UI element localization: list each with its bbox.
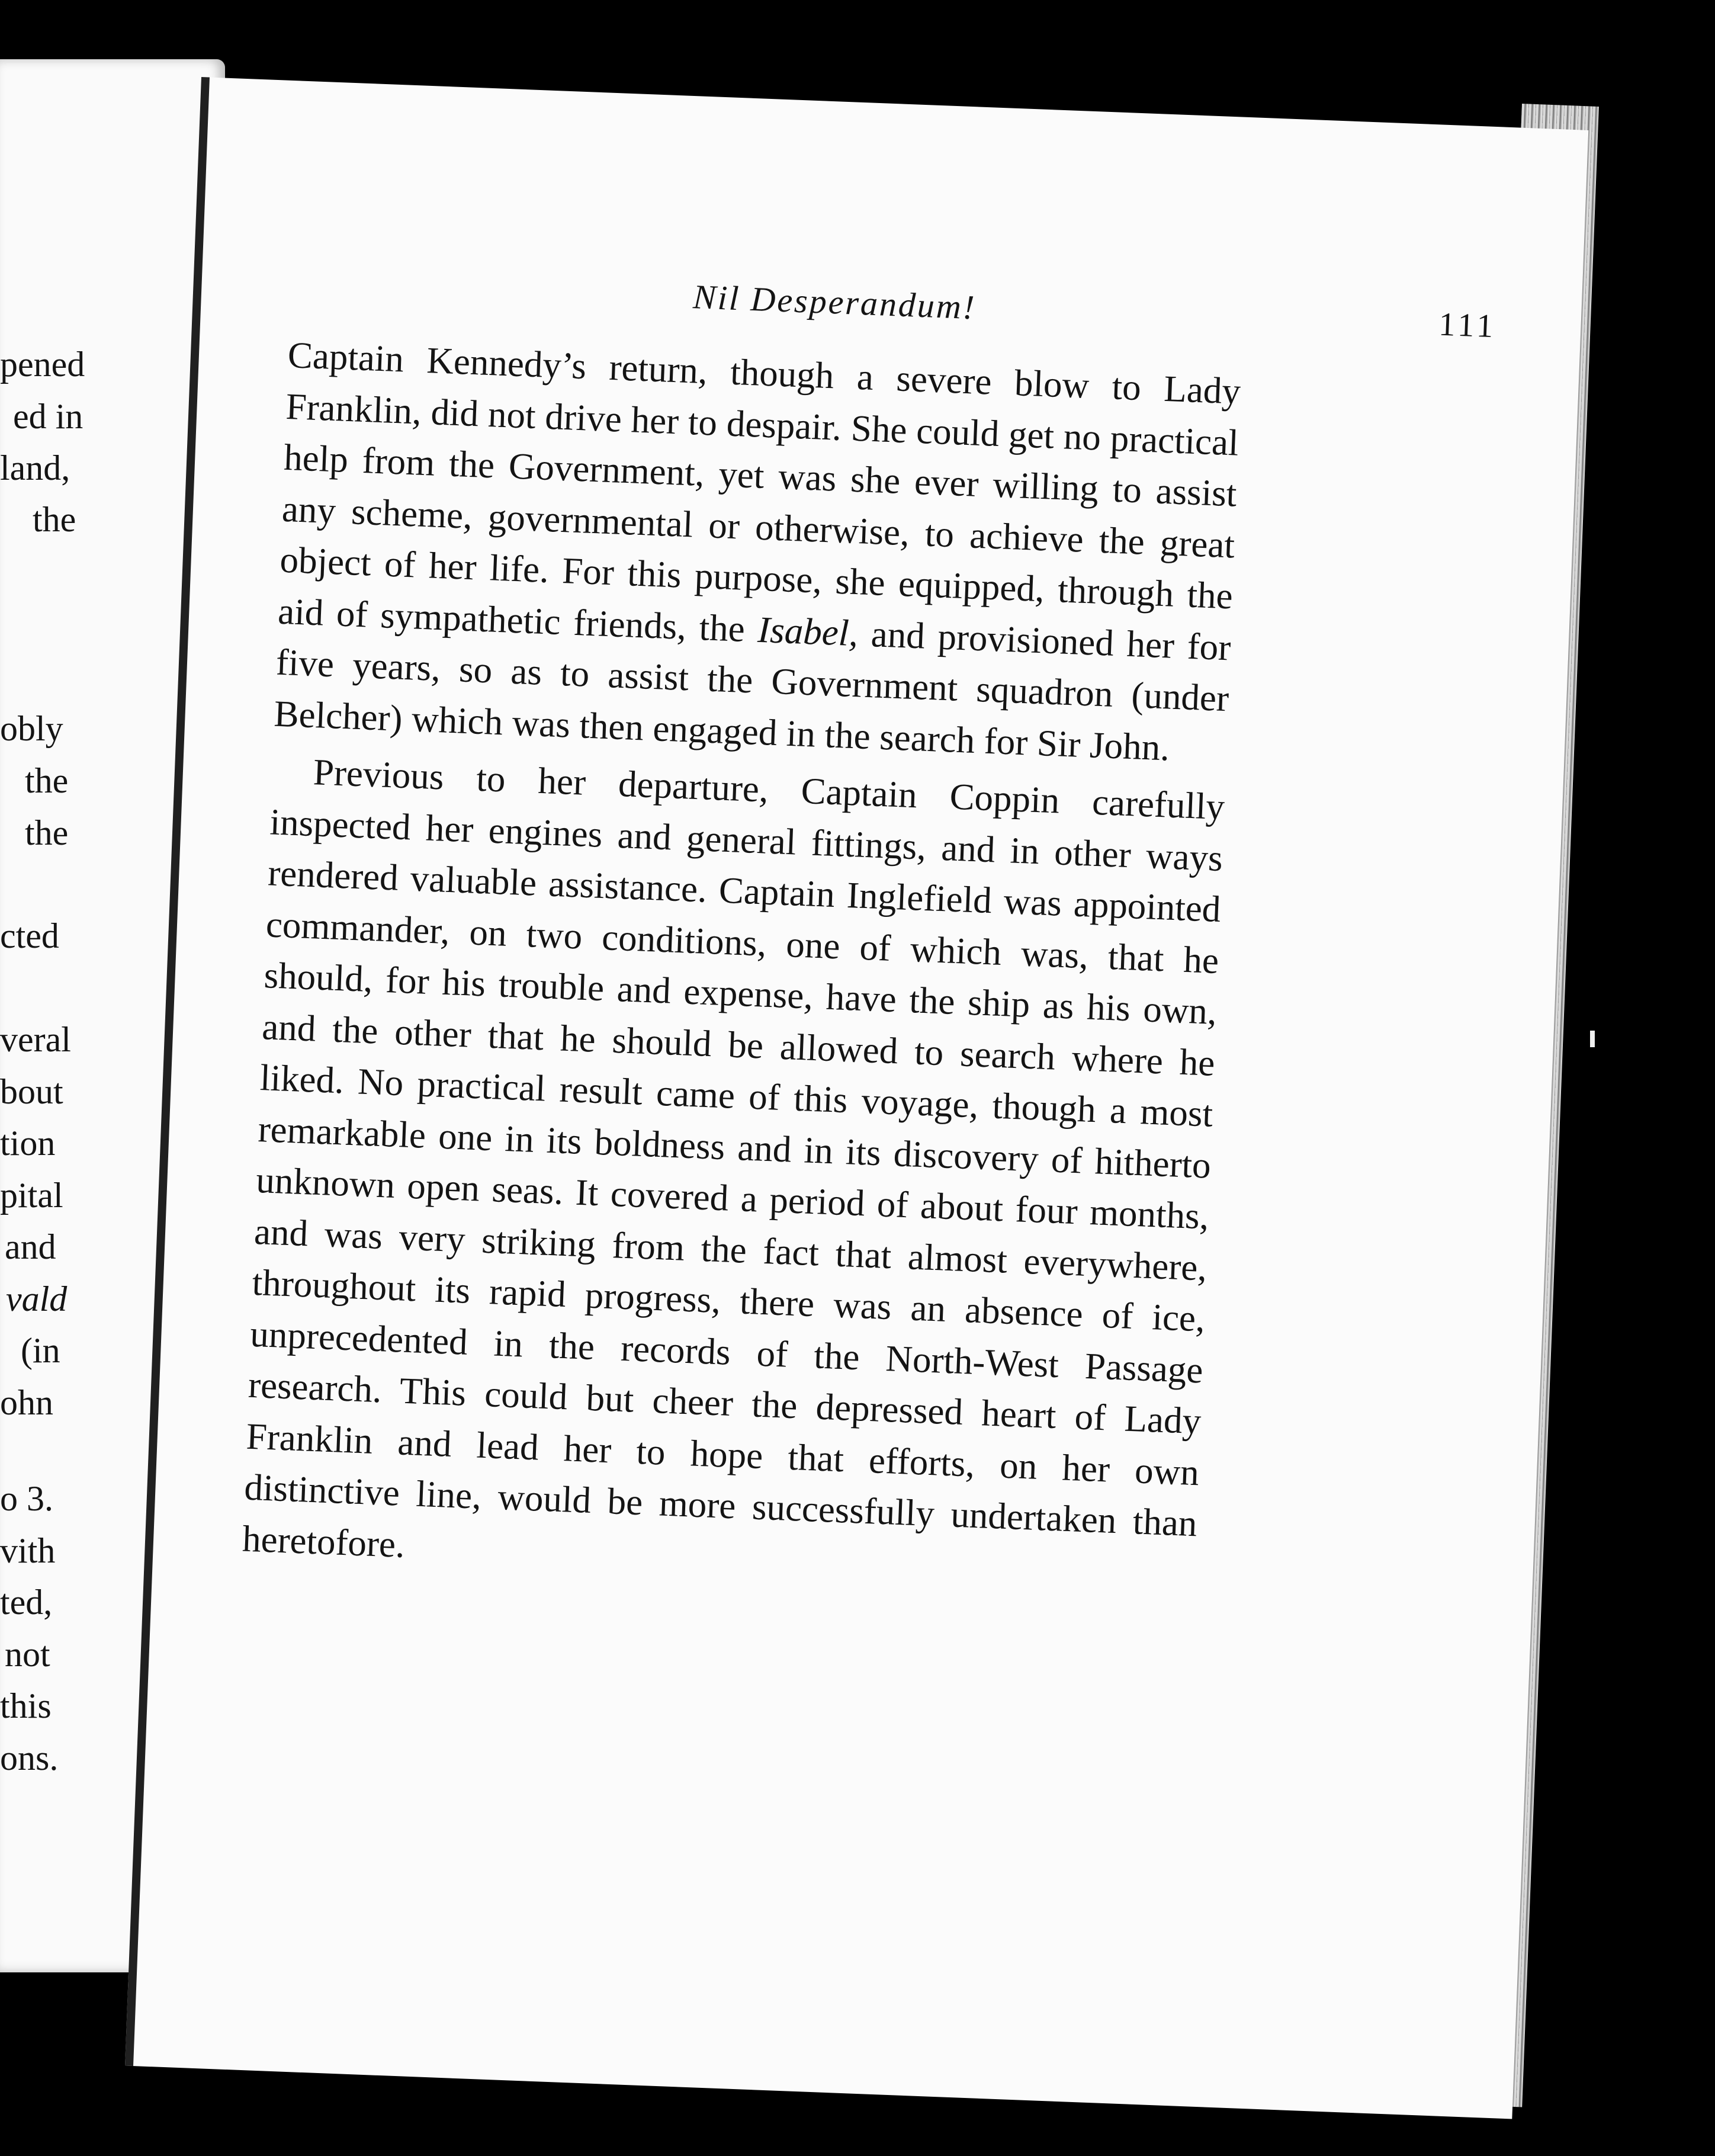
- left-line-fragment: land,: [0, 448, 70, 487]
- left-line-fragment: vald: [6, 1279, 68, 1318]
- running-head: Nil Desperandum!: [692, 277, 977, 327]
- left-line-fragment: vith: [0, 1531, 56, 1570]
- paragraph-text: Captain Kennedy’s return, though a severe blow to Lady Franklin, did not drive her to despair. She could get no practical help from the Government, yet was she ever willing to assist any scheme, governmental or otherwise, to achieve the great object of her life. For this purpose, she equipped, through the aid of sympathetic friends, the: [277, 333, 1242, 650]
- left-line-fragment: o 3.: [0, 1479, 53, 1518]
- paragraph-text: and provisioned her for five years, so as to assist the Government squadron (under Belcher) which was then engaged in the search for Sir John.: [273, 612, 1232, 769]
- left-line-fragment: not: [5, 1635, 50, 1674]
- left-line-fragment: tion: [0, 1124, 56, 1163]
- left-line-fragment: ohn: [0, 1383, 53, 1422]
- left-line-fragment: and: [5, 1227, 56, 1266]
- left-line-fragment: cted: [0, 916, 59, 955]
- paragraph: [273, 329, 1241, 775]
- left-line-fragment: the: [25, 761, 69, 800]
- left-line-fragment: pened: [0, 345, 85, 384]
- paragraph: Previous to her departure, Captain Coppin carefully inspected her engines and general fittings, and in other ways rendered valuable assistance. Captain Inglefield was appointed commander, on two conditions, one of which was, that he should, for his trouble and expense, have the ship as his own, and the other that he should be allowed to search where he liked. No practical result came of this voyage, though a most remarkable one in its boldness and in its discovery of hitherto unknown open seas. It covered a period of about four months, and was very striking from the fact that almost everywhere, throughout its rapid progress, there was an absence of ice, unprecedented in the records of the North-West Passage research. This could but cheer the depressed heart of Lady Franklin and lead her to hope that efforts, on her own distinctive line, would be more successfully undertaken than heretofore.: [242, 751, 1226, 1565]
- margin-mark: [1590, 1031, 1595, 1047]
- left-line-fragment: ons.: [0, 1738, 59, 1778]
- left-line-fragment: obly: [0, 709, 63, 748]
- left-line-fragment: ted,: [0, 1583, 53, 1622]
- left-line-fragment: the: [25, 813, 69, 852]
- left-line-fragment: this: [0, 1686, 52, 1725]
- left-line-fragment: the: [33, 500, 76, 539]
- left-line-fragment: veral: [0, 1020, 71, 1059]
- left-line-fragment: pital: [0, 1176, 63, 1215]
- body-text: [242, 329, 1242, 1600]
- left-line-fragment: bout: [0, 1072, 63, 1111]
- left-line-fragment: ed in: [13, 397, 83, 436]
- left-line-fragment: (in: [21, 1331, 60, 1370]
- ship-name: Isabel,: [757, 608, 859, 654]
- page-number: 111: [1438, 306, 1498, 345]
- right-page: [125, 77, 1588, 2119]
